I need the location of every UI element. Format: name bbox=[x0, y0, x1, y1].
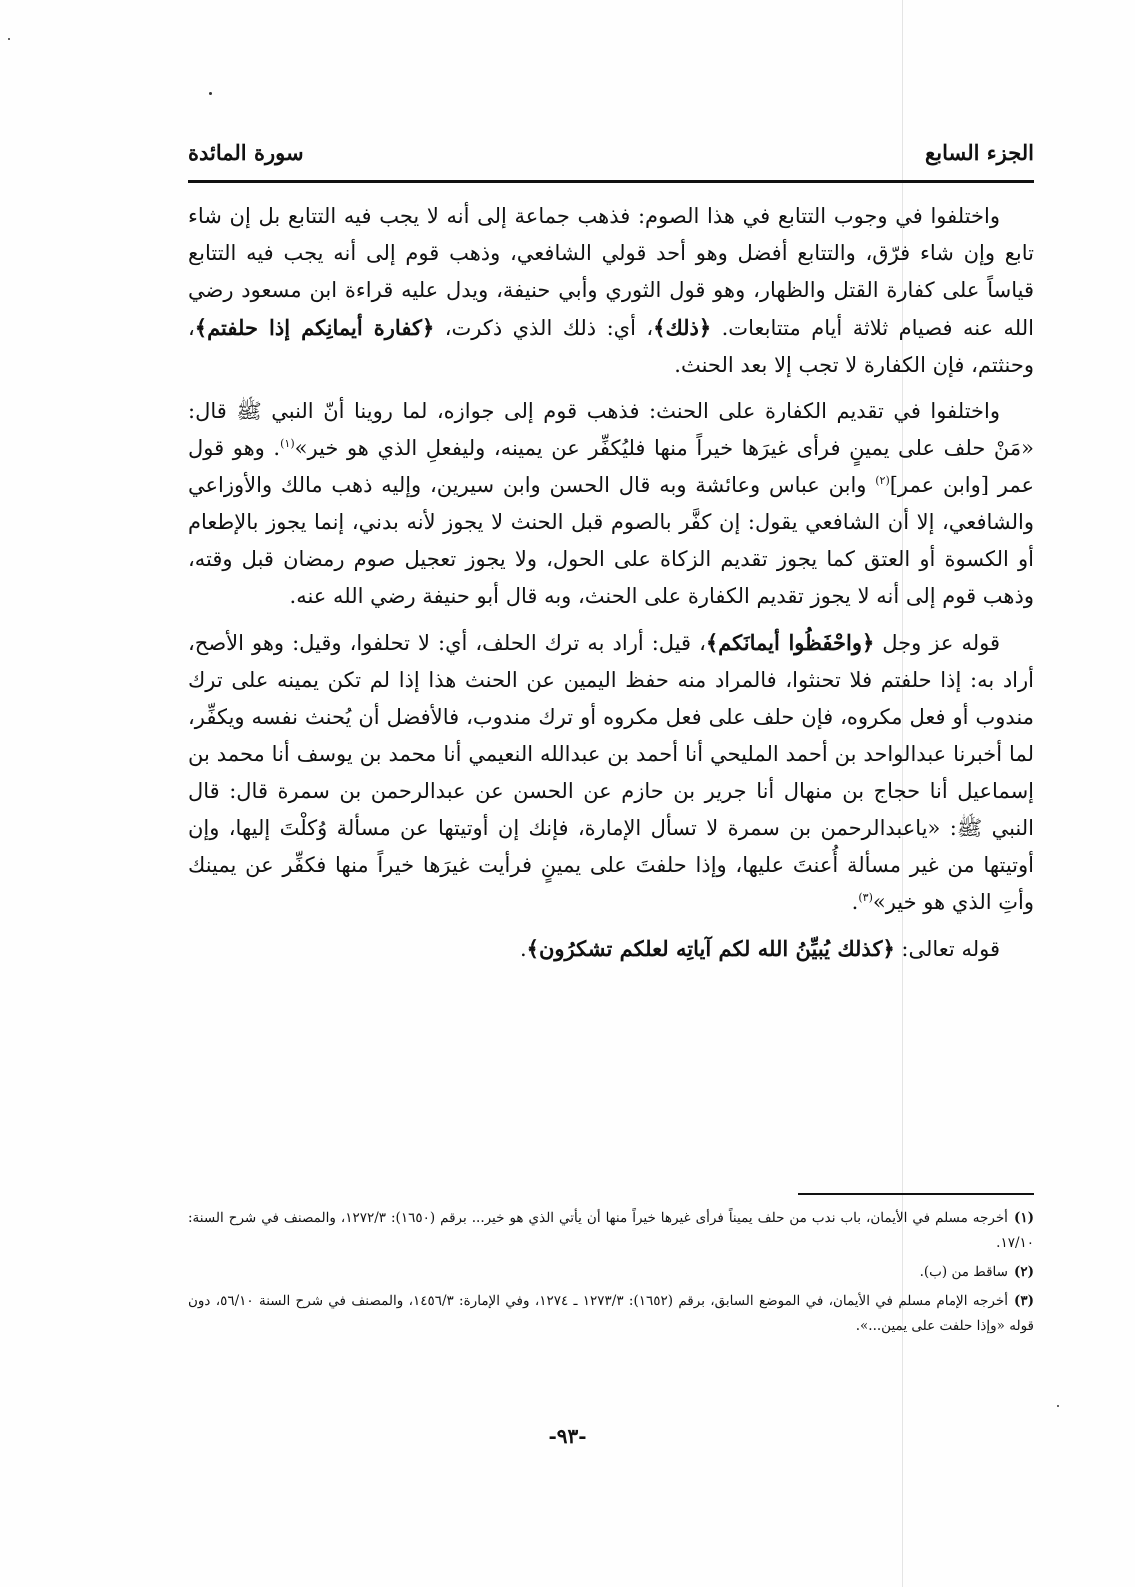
text-segment: قوله عز وجل bbox=[874, 631, 1001, 655]
paragraph bbox=[188, 393, 1034, 615]
footnote-item bbox=[188, 1260, 1034, 1285]
running-header bbox=[188, 140, 1034, 180]
footnote-text: أخرجه مسلم في الأيمان، باب ندب من حلف يميناً فرأى غيرها خيراً منها أن يأتي الذي هو خير... برقم (١٦٥٠): ١٢٧٢/٣، والمصنف في شرح السنة: ١٧/١٠. bbox=[188, 1210, 1034, 1251]
text-segment: ، قيل: أراد به ترك الحلف، أي: لا تحلفوا، وقيل: وهو الأصح، أراد به: إذا حلفتم فلا تحنثوا، فالمراد منه حفظ اليمين عن الحنث هذا إذا لم تكن يمينه على ترك مندوب أو فعل مكروه، فإن حلف على فعل مكروه أو ترك مندوب، فالأفضل أن يُحنث نفسه ويكفِّر، لما أخبرنا عبدالواحد بن أحمد المليحي أنا أحمد بن عبدالله النعيمي أنا محمد بن يوسف أنا محمد بن إسماعيل أنا حجاج بن منهال أنا جرير بن حازم عن الحسن عن عبدالرحمن بن سمرة قال: قال النبي ﷺ: «ياعبدالرحمن بن سمرة لا تسأل الإمارة، فإنك إن أوتيتها عن مسألة وُكلْتَ إليها، وإن أوتيتها من غير مسألة أُعنتَ عليها، وإذا حلفتَ على يمينٍ فرأيت غيرَها خيراً منها فكفِّر عن يمينك وأتِ الذي هو خير» bbox=[188, 631, 1034, 914]
footnote-divider bbox=[798, 1193, 1034, 1195]
quran-quote: ﴿واحْفَظُوا أيمانَكم﴾ bbox=[705, 630, 875, 655]
main-text bbox=[188, 198, 1034, 977]
header-divider bbox=[188, 180, 1034, 183]
part-title: الجزء السابع bbox=[925, 140, 1034, 165]
text-segment: وابن عباس وعائشة وبه قال الحسن وابن سيرين، وإليه ذهب مالك والأوزاعي والشافعي، إلا أن الشافعي يقول: إن كفَّر بالصوم قبل الحنث لا يجوز لأنه بدني، إنما يجوز بالإطعام أو الكسوة أو العتق كما يجوز تقديم الزكاة على الحول، ولا يجوز تعجيل صوم رمضان قبل وقته، وذهب قوم إلى أنه لا يجوز تقديم الكفارة على الحنث، وبه قال أبو حنيفة رضي الله عنه. bbox=[188, 473, 1034, 608]
scan-speck bbox=[1057, 1405, 1059, 1407]
paragraph bbox=[188, 624, 1034, 921]
text-segment: ، وحنثتم، فإن الكفارة لا تجب إلا بعد الحنث. bbox=[188, 316, 1034, 377]
footnote-reference: (٢) bbox=[875, 474, 890, 487]
quran-quote: ﴿ذلك﴾ bbox=[653, 315, 712, 340]
text-segment: . وهو قول عمر [وابن عمر] bbox=[188, 436, 1035, 497]
text-segment: . bbox=[851, 890, 859, 914]
footnote-text: أخرجه الإمام مسلم في الأيمان، في الموضع السابق، برقم (١٦٥٢): ١٢٧٣/٣ ـ ١٢٧٤، وفي الإمارة: ١٤٥٦/٣، والمصنف في شرح السنة ٥٦/١٠، دون قوله «وإذا حلفت على يمين...». bbox=[188, 1293, 1034, 1334]
text-segment: قوله تعالى: bbox=[894, 937, 1000, 961]
page-number: -٩٣- bbox=[548, 1424, 587, 1448]
footnote-number: (١) bbox=[1013, 1210, 1034, 1226]
footnotes bbox=[188, 1206, 1034, 1343]
text-segment: واختلفوا في تقديم الكفارة على الحنث: فذهب قوم إلى جوازه، لما روينا أنّ النبي ﷺ قال: «مَنْ حلف على يمينٍ فرأى غيرَها خيراً منها فليُكفِّر عن يمينه، وليفعلِ الذي هو خير» bbox=[188, 399, 1034, 460]
quran-quote: ﴿كفارة أيمانِكم إذا حلفتم﴾ bbox=[194, 315, 435, 340]
footnote-text: ساقط من (ب). bbox=[919, 1264, 1008, 1280]
scan-speck bbox=[209, 92, 212, 95]
scan-speck bbox=[8, 38, 10, 40]
quran-quote: ﴿كذلك يُبيِّنُ الله لكم آياتِه لعلكم تشكرُون﴾ bbox=[526, 936, 895, 961]
footnote-reference: (٣) bbox=[858, 891, 873, 904]
text-segment: . bbox=[519, 937, 527, 961]
footnote-item bbox=[188, 1206, 1034, 1256]
footnote-item bbox=[188, 1289, 1034, 1339]
paragraph bbox=[188, 198, 1034, 384]
paragraph bbox=[188, 930, 1034, 968]
footnote-number: (٣) bbox=[1013, 1293, 1034, 1309]
text-segment: واختلفوا في وجوب التتابع في هذا الصوم: فذهب جماعة إلى أنه لا يجب فيه التتابع بل إن شاء تابع وإن شاء فرّق، والتتابع أفضل وهو أحد قولي الشافعي، وذهب قوم إلى أنه يجب فيه التتابع قياساً على كفارة القتل والظهار، وهو قول الثوري وأبي حنيفة، ويدل عليه قراءة ابن مسعود رضي الله عنه فصيام ثلاثة أيام متتابعات. bbox=[188, 204, 1034, 340]
surah-title: سورة المائدة bbox=[188, 140, 304, 165]
text-segment: ، أي: ذلك الذي ذكرت، bbox=[434, 316, 654, 340]
footnote-reference: (١) bbox=[280, 437, 295, 450]
footnote-number: (٢) bbox=[1013, 1264, 1034, 1280]
